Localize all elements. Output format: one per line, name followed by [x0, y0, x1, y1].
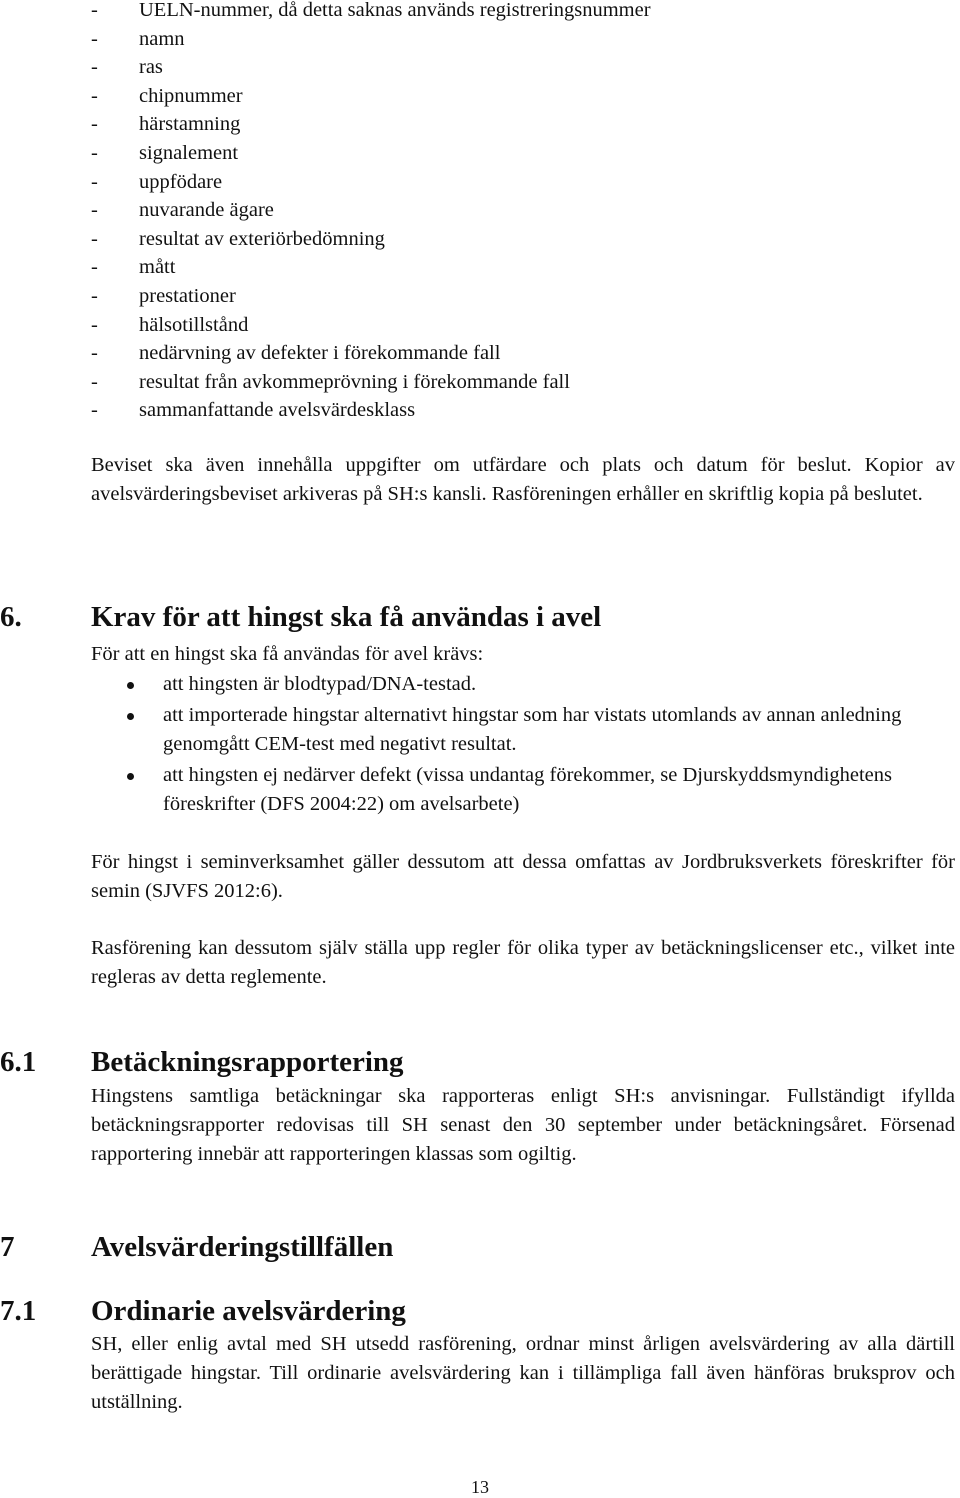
- section-number: 7.1: [0, 1295, 37, 1327]
- list-item: - uppfödare: [91, 168, 651, 197]
- list-item: [91, 761, 955, 820]
- section-6-1-heading: [0, 1046, 404, 1079]
- list-item: [91, 701, 955, 760]
- list-item: - sammanfattande avelsvärdesklass: [91, 396, 651, 425]
- list-item: - hälsotillstånd: [91, 311, 651, 340]
- list-item: - UELN-nummer, då detta saknas används registreringsnummer: [91, 0, 651, 25]
- list-item: - mått: [91, 253, 651, 282]
- section-number: 6.1: [0, 1046, 37, 1078]
- paragraph-seminverksamhet: För hingst i seminverksamhet gäller dessutom att dessa omfattas av Jordbruksverkets föreskrifter för semin (SJVFS 2012:6).: [91, 851, 955, 902]
- section-7-1-heading: [0, 1295, 406, 1328]
- list-item: - härstamning: [91, 110, 651, 139]
- section-number: 7: [0, 1231, 15, 1263]
- list-item: - resultat från avkommeprövning i förekommande fall: [91, 368, 651, 397]
- list-item: - ras: [91, 53, 651, 82]
- list-item: - resultat av exteriörbedömning: [91, 225, 651, 254]
- section-6-intro: För att en hingst ska få användas för avel krävs:: [91, 643, 484, 665]
- paragraph-rasforening: Rasförening kan dessutom själv ställa upp regler för olika typer av betäckningslicenser etc., vilket inte regleras av detta reglemente.: [91, 937, 955, 988]
- bullet-icon: [127, 773, 134, 780]
- list-item: - prestationer: [91, 282, 651, 311]
- list-item: - namn: [91, 25, 651, 54]
- list-item-text: att hingsten ej nedärver defekt (vissa undantag förekommer, se Djurskyddsmyndighetens föreskrifter (DFS 2004:22) om avelsarbete): [163, 763, 893, 815]
- list-item: - chipnummer: [91, 82, 651, 111]
- section-number: 6.: [0, 601, 22, 633]
- page-number: 13: [471, 1477, 489, 1497]
- section-7-heading: [0, 1231, 393, 1264]
- dash-list: [91, 0, 651, 425]
- section-title: Avelsvärderingstillfällen: [91, 1231, 394, 1263]
- list-item: [91, 670, 955, 700]
- bullet-icon: [127, 682, 134, 689]
- paragraph-beviset: Beviset ska även innehålla uppgifter om utfärdare och plats och datum för beslut. Kopior av avelsvärderingsbeviset arkiveras på SH:s kansli. Rasföreningen erhåller en skriftlig kopia på beslutet.: [91, 454, 955, 505]
- bullet-icon: [127, 713, 134, 720]
- list-item: - signalement: [91, 139, 651, 168]
- list-item: - nuvarande ägare: [91, 196, 651, 225]
- section-title: Ordinarie avelsvärdering: [91, 1295, 406, 1327]
- section-title: Krav för att hingst ska få användas i avel: [91, 601, 602, 633]
- section-6-heading: [0, 601, 601, 634]
- list-item-text: att importerade hingstar alternativt hingstar som har vistats utomlands av annan anledning genomgått CEM-test med negativt resultat.: [163, 703, 902, 755]
- section-6-1-text: Hingstens samtliga betäckningar ska rapporteras enligt SH:s anvisningar. Fullständigt ifyllda betäckningsrapporter redovisas till SH senast den 30 september under betäckningsåret. Försenad rapportering innebär att rapporteringen klassas som ogiltig.: [91, 1085, 955, 1165]
- requirements-list: [91, 670, 955, 821]
- list-item: - nedärvning av defekter i förekommande fall: [91, 339, 651, 368]
- list-item-text: att hingsten är blodtypad/DNA-testad.: [163, 673, 477, 695]
- section-7-1-text: SH, eller enlig avtal med SH utsedd rasförening, ordnar minst årligen avelsvärdering av alla därtill berättigade hingstar. Till ordinarie avelsvärdering kan i tillämpliga fall även hänföras bruksprov och utställning.: [91, 1333, 955, 1413]
- section-title: Betäckningsrapportering: [91, 1046, 404, 1078]
